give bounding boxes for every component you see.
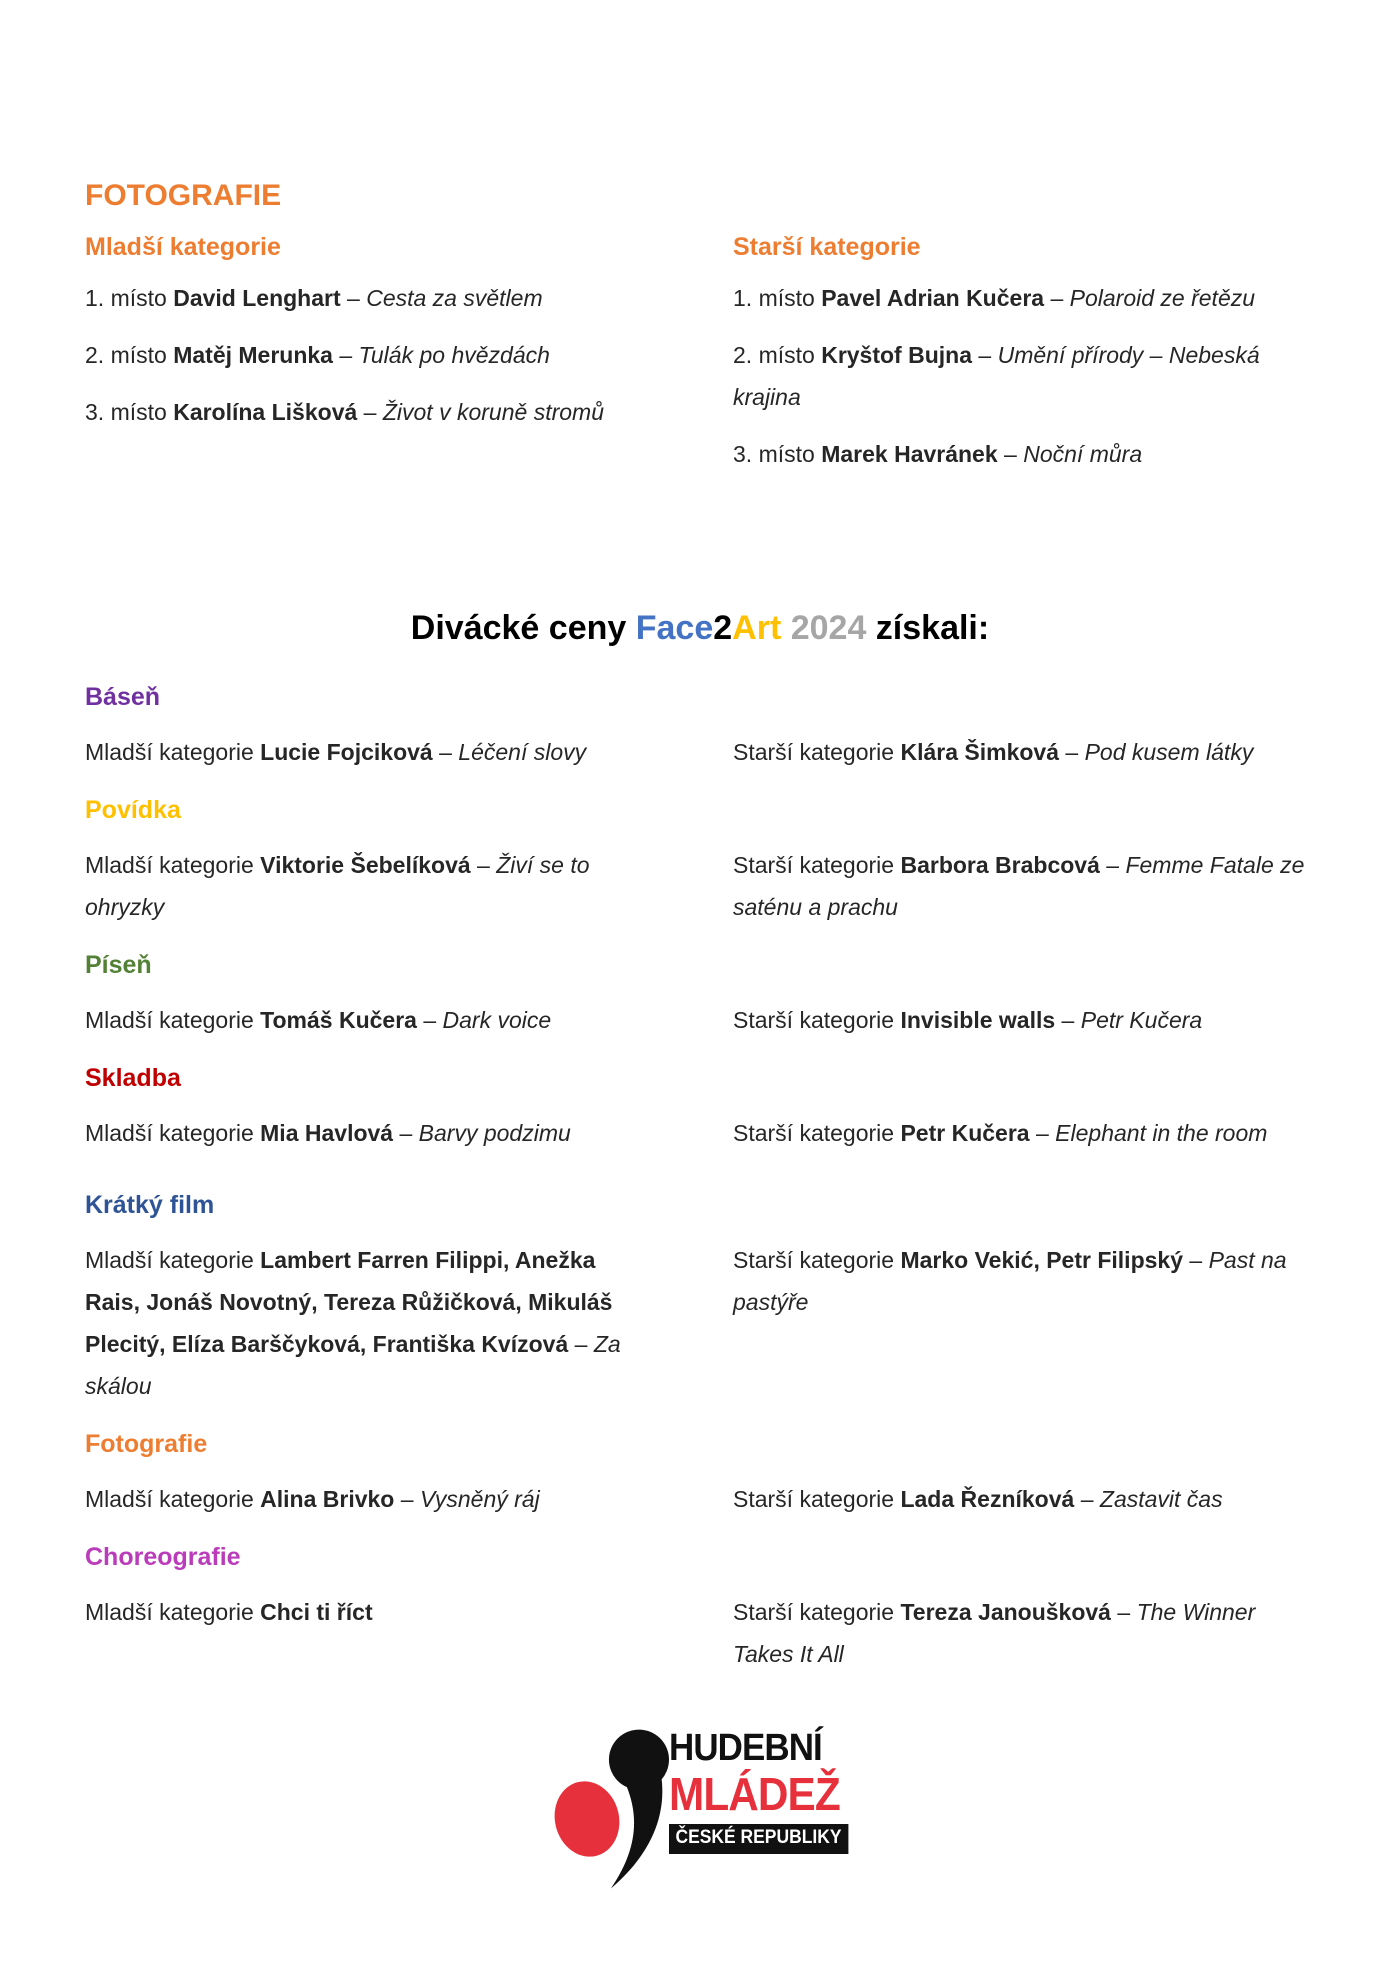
entry-separator: –: [357, 399, 383, 425]
entry-label: Starší kategorie: [733, 1120, 901, 1147]
older-entry: [733, 731, 1315, 773]
entry-separator: –: [1074, 1486, 1100, 1513]
entry-label: Mladší kategorie: [85, 1486, 261, 1513]
awards-title-part: Face: [635, 609, 714, 647]
entry-name: Chci ti říct: [260, 1599, 373, 1626]
entry-number: 1. místo: [733, 285, 822, 311]
entry-separator: –: [432, 739, 459, 766]
awards-title-part: 2: [713, 609, 733, 647]
entry-label: Mladší kategorie: [85, 1120, 261, 1147]
entry-work: Zastavit čas: [1099, 1486, 1223, 1513]
entry-name: Tereza Janoušková: [900, 1599, 1111, 1626]
younger-entry: [85, 731, 647, 773]
entry-name: Kryštof Bujna: [821, 342, 972, 368]
older-category-heading: Starší kategorie: [733, 233, 921, 261]
older-entry: [733, 999, 1315, 1041]
entry-label: Starší kategorie: [733, 1007, 901, 1034]
section-heading: Píseň: [85, 951, 152, 980]
section-row: [85, 731, 1315, 773]
younger-category-column: [85, 230, 647, 448]
younger-entry: [85, 1239, 647, 1407]
section-fotografie: [85, 1423, 1315, 1520]
entry-work: Umění přírody – Nebeská krajina: [733, 342, 1260, 410]
younger-category-heading: Mladší kategorie: [85, 233, 281, 261]
section-row: [85, 1478, 1315, 1520]
award-entry: [85, 334, 647, 376]
entry-work: Za skálou: [85, 1331, 621, 1400]
award-entry: [733, 433, 1315, 475]
entry-separator: –: [568, 1331, 594, 1358]
entry-name: Marko Vekić, Petr Filipský: [900, 1247, 1183, 1274]
entry-label: Mladší kategorie: [85, 1247, 261, 1274]
entry-name: Lucie Fojciková: [260, 739, 433, 766]
section-pisen: [85, 944, 1315, 1041]
entry-work: Léčení slovy: [458, 739, 587, 766]
entry-label: Starší kategorie: [733, 1599, 901, 1626]
section-heading: Choreografie: [85, 1543, 241, 1572]
entry-label: Starší kategorie: [733, 1247, 901, 1274]
younger-entry: [85, 844, 647, 928]
entry-work: Past na pastýře: [733, 1247, 1287, 1316]
section-row: [85, 1591, 1315, 1675]
entry-separator: –: [972, 342, 998, 368]
entry-name: Invisible walls: [900, 1007, 1056, 1034]
section-kratky-film: [85, 1184, 1315, 1407]
entry-work: Barvy podzimu: [418, 1120, 571, 1147]
entry-name: Tomáš Kučera: [260, 1007, 417, 1034]
entry-work: Pod kusem látky: [1084, 739, 1254, 766]
entry-separator: –: [1110, 1599, 1137, 1626]
entry-name: Petr Kučera: [900, 1120, 1030, 1147]
entry-separator: –: [1055, 1007, 1081, 1034]
awards-title-part: získali:: [866, 609, 990, 647]
photography-section-heading: FOTOGRAFIE: [85, 179, 282, 212]
entry-number: 2. místo: [85, 342, 174, 368]
section-heading: Povídka: [85, 796, 181, 825]
entry-separator: –: [393, 1120, 419, 1147]
entry-name: Barbora Brabcová: [900, 852, 1100, 879]
entry-work: Polaroid ze řetězu: [1069, 285, 1256, 311]
photography-columns: [85, 230, 1315, 490]
section-row: [85, 1239, 1315, 1407]
entry-separator: –: [332, 342, 359, 368]
entry-label: Mladší kategorie: [85, 1599, 261, 1626]
section-row: [85, 844, 1315, 928]
entry-separator: –: [997, 441, 1024, 467]
entry-work: Noční můra: [1023, 441, 1143, 467]
section-heading: Krátký film: [85, 1191, 215, 1220]
section-heading: Skladba: [85, 1064, 181, 1093]
younger-entry: [85, 1478, 647, 1520]
logo-line-3: ČESKÉ REPUBLIKY: [669, 1824, 848, 1854]
entry-separator: –: [470, 852, 497, 879]
entry-name: Pavel Adrian Kučera: [821, 285, 1045, 311]
entry-work: Elephant in the room: [1055, 1120, 1268, 1147]
entry-separator: –: [1059, 739, 1085, 766]
entry-work: Živí se to ohryzky: [85, 852, 590, 921]
section-row: [85, 999, 1315, 1041]
entry-label: Starší kategorie: [733, 852, 901, 879]
entry-name: Matěj Merunka: [173, 342, 333, 368]
logo-text: [669, 1721, 848, 1854]
awards-title-part: Art: [732, 609, 782, 647]
entry-number: 1. místo: [85, 285, 174, 311]
entry-work: Život v koruně stromů: [382, 399, 604, 425]
awards-title-part: 2024: [781, 609, 867, 647]
entry-name: Karolína Lišková: [173, 399, 358, 425]
entry-number: 3. místo: [733, 441, 822, 467]
section-povidka: [85, 789, 1315, 928]
entry-separator: –: [1099, 852, 1126, 879]
entry-work: Dark voice: [442, 1007, 552, 1034]
entry-name: Alina Brivko: [260, 1486, 395, 1513]
entry-name: Marek Havránek: [821, 441, 998, 467]
entry-work: Cesta za světlem: [366, 285, 543, 311]
award-entry: [733, 334, 1315, 418]
older-entry: [733, 844, 1315, 928]
section-basen: [85, 676, 1315, 773]
younger-entry: [85, 999, 647, 1041]
entry-work: Petr Kučera: [1080, 1007, 1203, 1034]
younger-entry: [85, 1591, 647, 1633]
entry-separator: –: [416, 1007, 443, 1034]
entry-label: Mladší kategorie: [85, 739, 261, 766]
entry-separator: –: [1183, 1247, 1209, 1274]
entry-label: Mladší kategorie: [85, 1007, 261, 1034]
entry-name: David Lenghart: [173, 285, 341, 311]
section-skladba: [85, 1057, 1315, 1154]
entry-separator: –: [340, 285, 367, 311]
entry-name: Lambert Farren Filippi, Anežka Rais, Jonáš Novotný, Tereza Růžičková, Mikuláš Plecitý, Elíza Barščyková, Františka Kvízová: [85, 1247, 613, 1358]
entry-work: Vysněný ráj: [419, 1486, 540, 1513]
older-category-column: [733, 230, 1315, 490]
younger-entry: [85, 1112, 647, 1154]
entry-name: Klára Šimková: [900, 739, 1059, 766]
entry-work: The Winner Takes It All: [733, 1599, 1256, 1668]
entry-name: Viktorie Šebelíková: [260, 852, 471, 879]
section-heading: Báseň: [85, 683, 161, 712]
logo-line-1: HUDEBNÍ: [668, 1727, 822, 1770]
older-entry: [733, 1591, 1315, 1675]
entry-separator: –: [394, 1486, 420, 1513]
logo-comma-icon: [607, 1727, 669, 1893]
section-row: [85, 1112, 1315, 1154]
entry-label: Starší kategorie: [733, 739, 901, 766]
logo-mark: [537, 1721, 669, 1899]
entry-number: 3. místo: [85, 399, 174, 425]
award-entry: [85, 391, 647, 433]
older-entry: [733, 1478, 1315, 1520]
entry-work: Tulák po hvězdách: [358, 342, 550, 368]
older-entry: [733, 1239, 1315, 1323]
hudebni-mladez-logo: [85, 1721, 1315, 1899]
entry-label: Mladší kategorie: [85, 852, 261, 879]
award-entry: [85, 277, 647, 319]
entry-name: Lada Řezníková: [900, 1486, 1075, 1513]
award-entry: [733, 277, 1315, 319]
entry-label: Starší kategorie: [733, 1486, 901, 1513]
entry-number: 2. místo: [733, 342, 822, 368]
logo-line-2: MLÁDEŽ: [668, 1767, 840, 1820]
entry-name: Mia Havlová: [260, 1120, 394, 1147]
awards-title-part: Divácké ceny: [410, 609, 636, 647]
section-heading: Fotografie: [85, 1430, 208, 1459]
awards-title: [85, 606, 1315, 650]
entry-work: Femme Fatale ze saténu a prachu: [733, 852, 1305, 921]
section-choreografie: [85, 1536, 1315, 1675]
older-entry: [733, 1112, 1315, 1154]
entry-separator: –: [1029, 1120, 1056, 1147]
entry-separator: –: [1044, 285, 1070, 311]
